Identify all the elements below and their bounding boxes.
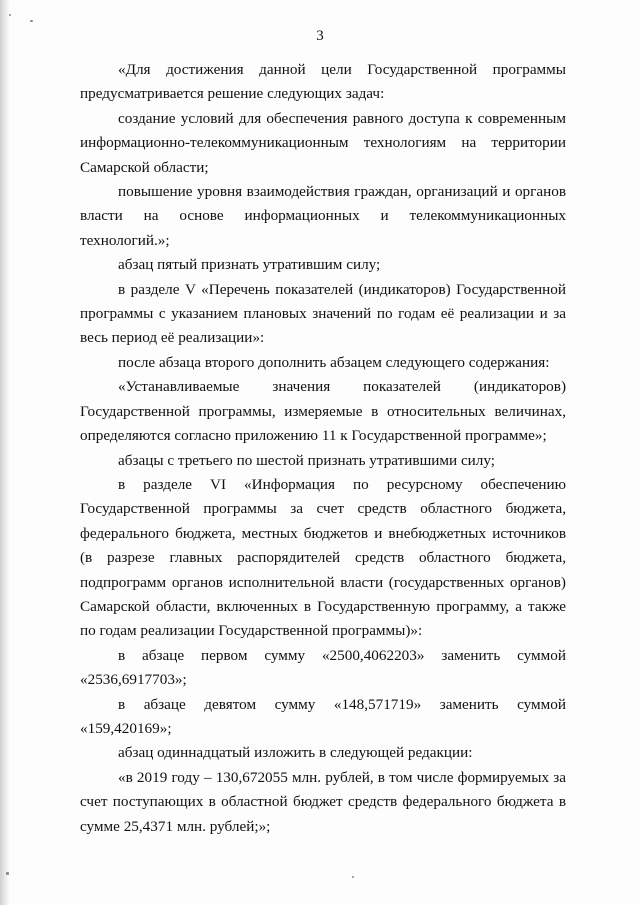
paragraph: «в 2019 году – 130,672055 млн. рублей, в том числе формируемых за счет поступающих в областной бюджет средств федерального бюджета в сумме 25,4371 млн. рублей;»; [80, 768, 566, 835]
paragraph: абзац одиннадцатый изложить в следующей редакции: [118, 744, 473, 762]
paragraph: «Устанавливаемые значения показателей (индикаторов) Государственной программы, измеряемые в относительных величинах, определяются согласно приложению 11 к Государственной программе»; [80, 378, 566, 445]
paragraph: после абзаца второго дополнить абзацем следующего содержания: [118, 353, 550, 371]
paragraph: в разделе V «Перечень показателей (индикаторов) Государственной программы с указанием плановых значений по годам её реализации и за весь период её реализации»: [80, 280, 566, 347]
scan-speck [9, 14, 11, 16]
page-number: 3 [316, 28, 324, 44]
scan-speck [352, 876, 354, 878]
paragraph: повышение уровня взаимодействия граждан, организаций и органов власти на основе информационных и телекоммуникационных технологий.»; [80, 183, 566, 249]
paragraph: в абзаце первом сумму «2500,4062203» заменить суммой «2536,6917703»; [80, 646, 566, 689]
scan-edge-shadow [0, 0, 9, 905]
paragraph: в разделе VI «Информация по ресурсному обеспечению Государственной программы за счет средств областного бюджета, федерального бюджета, местных бюджетов и внебюджетных источников (в разрезе главных распорядителей средств областного бюджета, подпрограмм органов исполнительной власти (государственных органов) Самарской области, включенных в Государственную программу, а также по годам реализации Государственной программы)»: [80, 475, 566, 640]
paragraph: абзац пятый признать утратившим силу; [118, 256, 381, 274]
scan-speck [30, 20, 33, 22]
paragraph: «Для достижения данной цели Государственной программы предусматривается решение следующих задач: [80, 61, 566, 103]
paragraph: создание условий для обеспечения равного доступа к современным информационно-телекоммуникационным технологиям на территории Самарской области; [80, 109, 566, 176]
paragraph: в абзаце девятом сумму «148,571719» заменить суммой «159,420169»; [80, 695, 566, 737]
scan-speck [6, 872, 9, 875]
paragraph: абзацы с третьего по шестой признать утратившими силу; [118, 451, 496, 469]
document-body [80, 58, 566, 839]
